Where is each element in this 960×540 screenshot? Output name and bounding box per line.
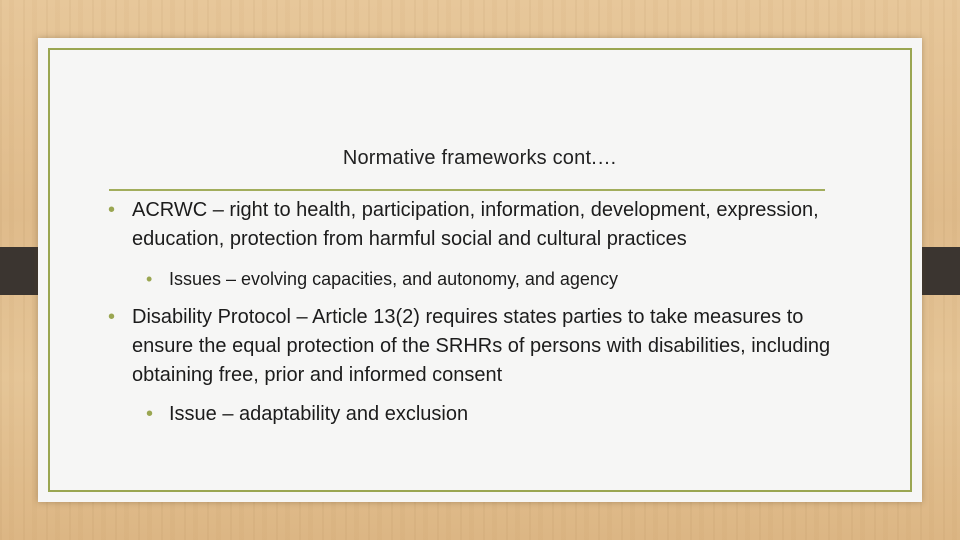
sub-bullet-text: Issue – adaptability and exclusion (169, 403, 469, 425)
sub-bullet-issue (108, 400, 848, 429)
bullet-item-acrwc (108, 196, 848, 254)
slide-content (108, 196, 848, 429)
title-underline (109, 189, 825, 191)
bullet-dot-icon: • (108, 306, 116, 328)
bullet-text: Disability Protocol – Article 13(2) requires states parties to take measures to ensure the equal protection of the SRHRs of persons with disabilities, including obtaining free, prior and informed consent (132, 306, 831, 386)
bullet-dot-icon: • (108, 199, 116, 221)
bullet-item-disability-protocol (108, 303, 848, 390)
bullet-dot-icon: • (146, 403, 154, 425)
slide-card (38, 38, 922, 502)
sub-bullet-text: Issues – evolving capacities, and autonomy, and agency (169, 269, 618, 289)
slide-title: Normative frameworks cont.… (342, 147, 618, 169)
sub-bullet-issues (108, 266, 848, 292)
bullet-dot-icon: • (146, 269, 153, 289)
bullet-text: ACRWC – right to health, participation, information, development, expression, education, protection from harmful social and cultural practices (132, 199, 819, 250)
